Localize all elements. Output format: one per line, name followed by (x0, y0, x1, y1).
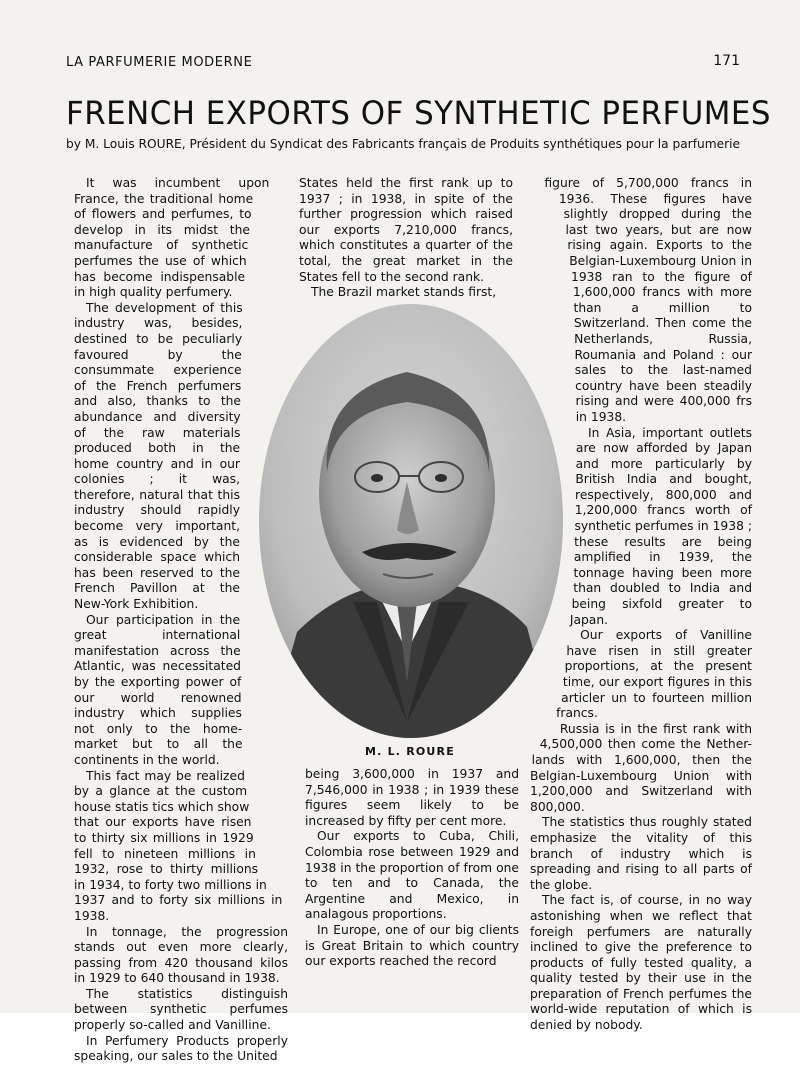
article-byline: by M. Louis ROURE, Président du Syndicat des Fabricants français de Produits synthétiques pour la parfumerie (66, 136, 741, 151)
paragraph: The statistics thus roughly stated emphasize the vitality of this branch of industry which is spreading and rising to all parts of the globe. (530, 815, 752, 892)
column-2-bottom (305, 767, 519, 970)
column-3 (530, 176, 752, 1034)
paragraph: In tonnage, the progression stands out even more clearly, passing from 420 thousand kilos in 1929 to 640 thousand in 1938. (74, 924, 288, 986)
paragraph: The Brazil market stands first, (311, 285, 497, 300)
paragraph: Our exports of Vanilline have risen in still greater proportions, at the present time, our export figures in this articler un to fourteen million francs. (556, 628, 752, 721)
paragraph: It was incumbent upon France, the traditional home of flowers and perfumes, to develop in its midst the manufacture of synthetic perfumes the use of which has become indispensable in high quality perfumery. (74, 176, 270, 300)
paragraph: The statistics distinguish between synthetic perfumes properly so-called and Vanilline. (74, 986, 288, 1033)
paragraph: being 3,600,000 in 1937 and 7,546,000 in 1938 ; in 1939 these figures seem likely to be increased by fifty per cent more. (305, 767, 519, 828)
paragraph: In Europe, one of our big clients is Great Britain to which country our exports reached the record (305, 922, 519, 969)
paragraph: In Perfumery Products properly speaking, our sales to the United (74, 1033, 288, 1064)
portrait-caption: M. L. ROURE (365, 745, 455, 758)
page-number: 171 (713, 53, 740, 69)
paragraph: States held the first rank up to 1937 ; in 1938, in spite of the further progression which raised our exports 7,210,000 francs, which constitutes a quarter of the total, the great market in the States fell to the second rank. (299, 176, 513, 284)
paragraph: Russia is in the first rank with 4,500,000 then come the Nether-lands with 1,600,000, then the Belgian-Luxembourg Union with 1,200,000 and Switzerland with 800,000. (530, 721, 752, 814)
paragraph: Our participation in the great international manifestation across the Atlantic, was necessitated by the exporting power of our world renowned industry which supplies not only to the home-market but to all the continents in the world. (74, 612, 243, 767)
article-title: FRENCH EXPORTS OF SYNTHETIC PERFUMES (66, 94, 771, 132)
paragraph: The development of this industry was, besides, destined to be peculiarly favoured by the consummate experience of the French perfumers and also, thanks to the abundance and diversity of the raw materials produced both in the home country and in our colonies ; it was, therefore, natural that this industry should rapidly become very important, as is evidenced by the considerable space which has been reserved to the French Pavillon at the New-York Exhibition. (74, 300, 243, 612)
paragraph: figure of 5,700,000 francs in 1936. These figures have slightly dropped during the last two years, but are now rising again. Exports to the Belgian-Luxembourg Union in 1938 ran to the figure of 1,600,000 francs with more than a million to Switzerland. Then come the Netherlands, Russia, Roumania and Poland : our sales to the last-named country have been steadily rising and were 400,000 frs in 1938. (544, 176, 752, 424)
column-1 (74, 176, 288, 1065)
paragraph: This fact may be realized by a glance at the custom house statis tics which show that our exports have risen to thirty six millions in 1929 fell to nineteen millions in 1932, rose to thirty millions in 1934, to forty two millions in 1937 and to forty six millions in 1938. (74, 768, 283, 923)
paragraph: Our exports to Cuba, Chili, Colombia rose between 1929 and 1938 in the proportion of from one to ten and to Canada, the Argentine and Mexico, in analagous proportions. (305, 829, 519, 922)
paragraph: In Asia, important outlets are now afforded by Japan and more particularly by British India and bought, respectively, 800,000 and 1,200,000 francs worth of synthetic perfumes in 1938 ; these results are being amplified in 1939, the tonnage having been more than doubled to India and being sixfold greater to Japan. (569, 425, 752, 627)
paragraph: The fact is, of course, in no way astonishing when we reflect that foreigh perfumers are naturally inclined to give the preference to products of fully tested quality, a quality tested by their use in the preparation of French perfumes the world-wide reputation of which is denied by nobody. (530, 893, 752, 1033)
running-head: LA PARFUMERIE MODERNE (66, 55, 253, 70)
portrait-photo (257, 302, 565, 740)
column-2-top (299, 176, 513, 301)
